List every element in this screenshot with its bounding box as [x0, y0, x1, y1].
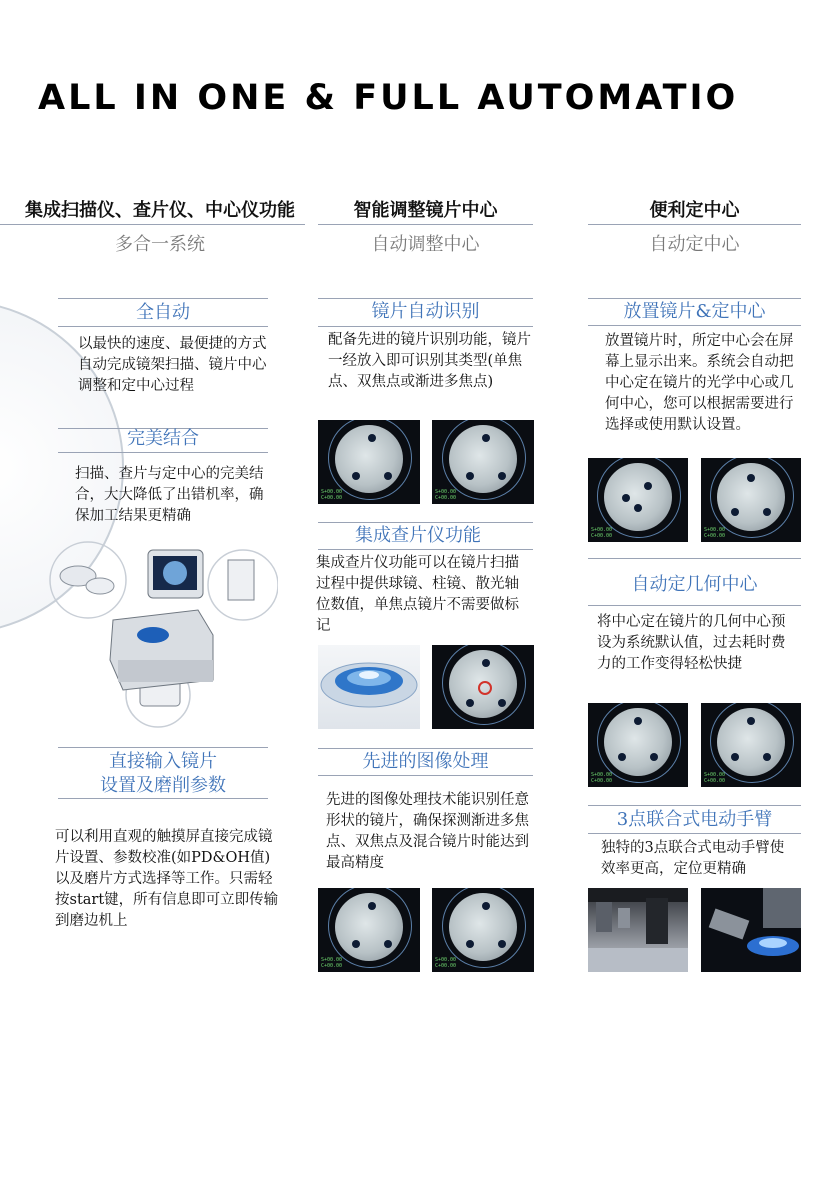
section-title: 完美结合: [127, 428, 199, 449]
sec-rule: [58, 326, 268, 327]
section-title: 全自动: [136, 302, 190, 323]
screen-readout: S+00.00 C+00.00: [704, 772, 726, 784]
sec-rule: [588, 325, 801, 326]
lens-scan-screen: [432, 888, 534, 972]
sec-rule: [588, 558, 801, 559]
screen-readout: S+00.00 C+00.00: [321, 957, 343, 969]
screen-readout: S+00.00 C+00.00: [435, 489, 457, 501]
section-title-line2: 设置及磨削参数: [100, 775, 226, 796]
sec-rule: [318, 522, 533, 523]
section-title-line1: 直接输入镜片: [109, 751, 217, 772]
col3-heading: 便利定中心: [649, 200, 740, 221]
sec-rule: [58, 298, 268, 299]
banner-title: ALL IN ONE & FULL AUTOMATIO: [38, 78, 739, 118]
section-title: 3点联合式电动手臂: [616, 809, 773, 830]
section-text: 将中心定在镜片的几何中心预设为系统默认值，过去耗时费力的工作变得轻松快捷: [597, 614, 786, 672]
col2-subheading: 自动调整中心: [371, 234, 480, 255]
col1-subheading: 多合一系统: [115, 234, 205, 255]
section-text: 以最快的速度、最便捷的方式自动完成镜架扫描、镜片中心调整和定中心过程: [78, 336, 267, 394]
col2-divider: [318, 224, 533, 225]
section-text: 可以利用直观的触摸屏直接完成镜片设置、参数校准(如PD&OH值)以及磨片方式选择等工作。只需轻按start键，所有信息即可立即传输到磨边机上: [55, 829, 279, 929]
lens-holder-photo: [318, 645, 420, 729]
section-title: 自动定几何中心: [631, 574, 758, 595]
sec-rule: [588, 298, 801, 299]
sec-rule: [588, 805, 801, 806]
col3-divider: [588, 224, 801, 225]
sec-rule: [588, 833, 801, 834]
screen-readout: S+00.00 C+00.00: [591, 772, 613, 784]
sec-rule: [318, 748, 533, 749]
lens-scan-screen: [432, 645, 534, 729]
arm-photo: [701, 888, 801, 972]
sec-rule: [588, 605, 801, 606]
lens-scan-screen: [432, 420, 534, 504]
section-title: 集成查片仪功能: [355, 525, 481, 546]
sec-rule: [318, 298, 533, 299]
lens-scan-screen: [318, 420, 420, 504]
sec-rule: [318, 549, 533, 550]
col1-heading: 集成扫描仪、查片仪、中心仪功能: [25, 200, 295, 221]
section-text: 配备先进的镜片识别功能，镜片一经放入即可识别其类型(单焦点、双焦点或渐进多焦点): [328, 332, 531, 390]
lens-scan-screen: [701, 458, 801, 542]
arm-photo: [588, 888, 688, 972]
screen-readout: S+00.00 C+00.00: [704, 527, 726, 539]
lens-scan-screen: [701, 703, 801, 787]
section-text: 独特的3点联合式电动手臂使效率更高，定位更精确: [601, 840, 785, 877]
section-title: 先进的图像处理: [362, 751, 489, 772]
sec-rule: [58, 747, 268, 748]
lens-scan-screen: [318, 888, 420, 972]
col1-divider: [0, 224, 305, 225]
section-text: 先进的图像处理技术能识别任意形状的镜片，确保探测渐进多焦点、双焦点及混合镜片时能达到最高精度: [326, 792, 529, 871]
machine-illustration: [48, 540, 278, 740]
lens-scan-screen: [588, 703, 688, 787]
section-title: 放置镜片&定中心: [623, 301, 766, 322]
lens-scan-screen: [588, 458, 688, 542]
col3-subheading: 自动定中心: [649, 234, 740, 255]
screen-readout: S+00.00 C+00.00: [591, 527, 613, 539]
section-title: 镜片自动识别: [371, 301, 480, 322]
section-text: 放置镜片时，所定中心会在屏幕上显示出来。系统会自动把中心定在镜片的光学中心或几何中心，您可以根据需要进行选择或使用默认设置。: [605, 333, 794, 433]
sec-rule: [58, 452, 268, 453]
screen-readout: S+00.00 C+00.00: [321, 489, 343, 501]
sec-rule: [58, 798, 268, 799]
col2-heading: 智能调整镜片中心: [353, 200, 498, 221]
sec-rule: [318, 326, 533, 327]
screen-readout: S+00.00 C+00.00: [435, 957, 457, 969]
section-text: 扫描、查片与定中心的完美结合，大大降低了出错机率，确保加工结果更精确: [75, 466, 264, 524]
section-text: 集成查片仪功能可以在镜片扫描过程中提供球镜、柱镜、散光轴位数值，单焦点镜片不需要做标记: [316, 555, 519, 634]
sec-rule: [318, 775, 533, 776]
